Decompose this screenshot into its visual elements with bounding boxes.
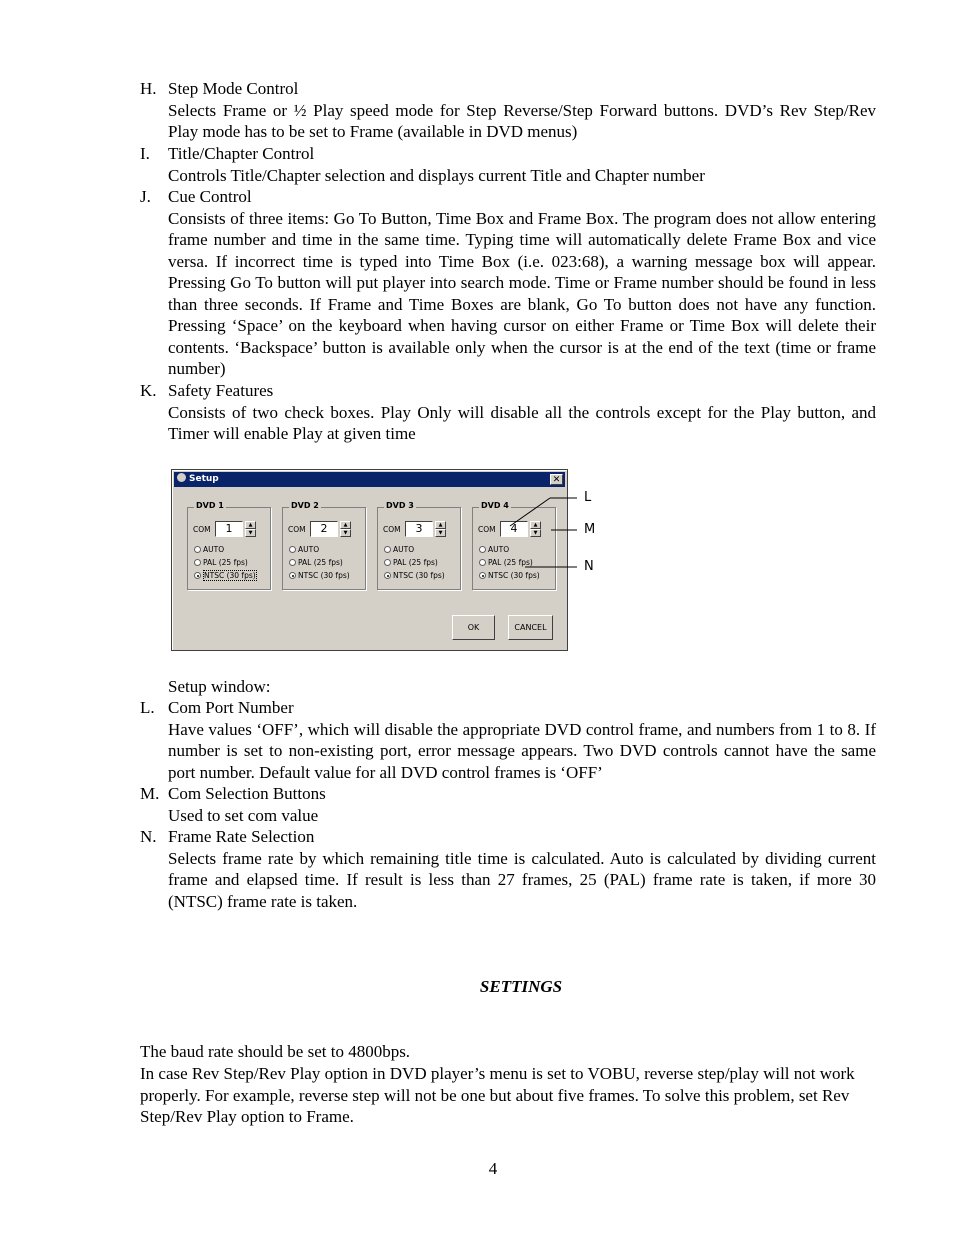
item-marker: N. [140,827,157,846]
radio-ntsc[interactable]: NTSC (30 fps) [194,571,257,580]
com-label: COM [288,525,306,534]
page-number: 4 [488,1159,498,1178]
com-spinner[interactable] [435,521,446,537]
item-marker: L. [140,698,155,717]
spin-up-icon[interactable]: ▲ [340,521,351,529]
spin-up-icon[interactable]: ▲ [435,521,446,529]
radio-auto[interactable]: AUTO [384,545,414,554]
radio-pal[interactable]: PAL (25 fps) [194,558,248,567]
dvd-group-1 [187,501,271,590]
settings-paragraph-1: The baud rate should be set to 4800bps. [140,1042,411,1061]
radio-ntsc[interactable]: NTSC (30 fps) [479,571,540,580]
radio-auto[interactable]: AUTO [194,545,224,554]
figure-caption: Setup window: [168,677,271,696]
item-title: Safety Features [168,381,274,400]
close-button[interactable]: ✕ [550,474,563,485]
item-description: Consists of three items: Go To Button, Time Box and Frame Box. The program does not allow entering frame number and time in the same time. Typing time will automatically delete Frame Box and vice versa. If incorrect time is typed into Time Box (i.e. 023:68), a warning message box will appear. Pressing Go To button will put player into search mode. Time or Frame number should be found in less than three seconds. If Frame and Time Boxes are blank, Go To button does not have any function. Pressing ‘Space’ on the keyboard when having cursor on either Frame or Time Box will delete their contents. ‘Backspace’ button is available only when the cursor is at the end of the text (time or frame number) [168,208,876,378]
spin-down-icon[interactable]: ▼ [245,529,256,537]
callout-m: M [584,522,596,537]
item-title: Com Selection Buttons [168,784,326,803]
radio-pal[interactable]: PAL (25 fps) [289,558,343,567]
com-label: COM [193,525,211,534]
radio-icon [289,546,296,553]
radio-icon [194,559,201,566]
com-spinner[interactable] [245,521,256,537]
radio-icon [384,546,391,553]
group-label: DVD 3 [386,501,414,510]
spin-down-icon[interactable]: ▼ [340,529,351,537]
item-title: Title/Chapter Control [168,144,315,163]
group-label: DVD 2 [291,501,319,510]
com-port-field[interactable]: 2 [310,521,338,537]
radio-icon [194,546,201,553]
radio-selected-icon [289,572,296,579]
radio-icon [384,559,391,566]
com-port-field[interactable]: 1 [215,521,243,537]
callout-l: L [584,490,592,505]
spin-up-icon[interactable]: ▲ [245,521,256,529]
app-icon [177,473,186,482]
item-marker: K. [140,381,157,400]
item-description: Selects Frame or ½ Play speed mode for Step Reverse/Step Forward buttons. DVD’s Rev Step/Rev Play mode has to be set to Frame (available in DVD menus) [168,100,876,141]
dvd-group-2 [282,501,366,590]
radio-auto[interactable]: AUTO [479,545,509,554]
com-label: COM [383,525,401,534]
list-item-frame-rate [140,826,876,912]
spin-down-icon[interactable]: ▼ [435,529,446,537]
dialog-titlebar [174,472,565,487]
item-title: Cue Control [168,187,252,206]
item-marker: H. [140,79,157,98]
item-title: Com Port Number [168,698,294,717]
list-item-com-port [140,697,876,783]
dialog-title: Setup [189,474,219,484]
item-title: Step Mode Control [168,79,299,98]
item-title: Frame Rate Selection [168,827,315,846]
list-item-com-selection [140,783,876,826]
item-marker: I. [140,144,150,163]
list-item-cue-control [140,186,876,380]
com-port-field[interactable]: 4 [500,521,528,537]
settings-paragraph-2: In case Rev Step/Rev Play option in DVD player’s menu is set to VOBU, reverse step/play will not work properly. For example, reverse step will not be one but about five frames. To solve this problem, set Rev Step/Rev Play option to Frame. [140,1064,855,1126]
com-label: COM [478,525,496,534]
radio-icon [289,559,296,566]
radio-pal[interactable]: PAL (25 fps) [479,558,533,567]
item-description: Used to set com value [168,805,319,825]
callout-n: N [584,559,594,574]
item-description: Controls Title/Chapter selection and displays current Title and Chapter number [168,165,705,185]
group-label: DVD 4 [481,501,509,510]
item-marker: J. [140,187,151,206]
radio-selected-icon [194,572,201,579]
item-description: Have values ‘OFF’, which will disable the appropriate DVD control frame, and numbers from 1 to 8. If number is set to non-existing port, error message appears. Two DVD controls cannot have the same port number. Default value for all DVD control frames is ‘OFF’ [168,719,876,782]
dvd-group-3 [377,501,461,590]
item-description: Consists of two check boxes. Play Only will disable all the controls except for the Play button, and Timer will enable Play at given time [168,402,876,443]
spin-down-icon[interactable]: ▼ [530,529,541,537]
radio-pal[interactable]: PAL (25 fps) [384,558,438,567]
list-item-title-chapter [140,143,876,186]
radio-selected-icon [384,572,391,579]
list-item-safety-features [140,380,876,445]
radio-ntsc[interactable]: NTSC (30 fps) [289,571,350,580]
com-spinner[interactable] [340,521,351,537]
spin-up-icon[interactable]: ▲ [530,521,541,529]
radio-auto[interactable]: AUTO [289,545,319,554]
item-marker: M. [140,784,160,803]
callout-lines [480,490,590,580]
item-description: Selects frame rate by which remaining title time is calculated. Auto is calculated by dividing current frame and elapsed time. If result is less than 27 frames, 25 (PAL) frame rate is taken, if more 30 (NTSC) frame rate is taken. [168,848,876,911]
callout-line-l [510,498,550,526]
group-label: DVD 1 [196,501,224,510]
com-port-field[interactable]: 3 [405,521,433,537]
ok-button[interactable]: OK [452,615,495,640]
radio-ntsc[interactable]: NTSC (30 fps) [384,571,445,580]
settings-heading: SETTINGS [479,977,563,996]
cancel-button[interactable]: CANCEL [508,615,553,640]
list-item-step-mode [140,78,876,143]
